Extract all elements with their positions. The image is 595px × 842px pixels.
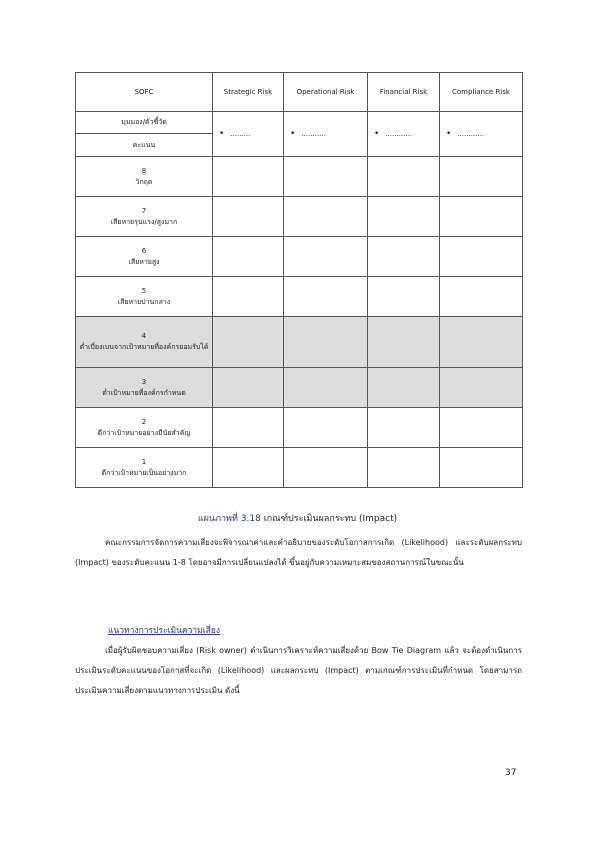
empty-cell [440, 368, 523, 408]
figure-caption [0, 511, 595, 525]
level-cell [76, 197, 213, 237]
empty-cell [440, 277, 523, 317]
empty-cell [213, 157, 284, 197]
impact-criteria-table [75, 72, 523, 488]
paragraph-likelihood-impact [75, 533, 522, 573]
level-score: 4 [141, 332, 147, 340]
empty-cell [440, 408, 523, 448]
empty-cell [440, 448, 523, 488]
placeholder-dots: ............ [385, 129, 413, 138]
bullet-icon: • [374, 128, 380, 139]
empty-cell [284, 317, 368, 368]
view-cell-compliance [440, 112, 523, 157]
level-score: 7 [141, 206, 147, 215]
view-label: มุมมอง/ตัวชี้วัด [76, 112, 213, 134]
empty-cell [284, 277, 368, 317]
level-desc: เสียหายปานกลาง [117, 297, 171, 306]
level-score: 8 [141, 166, 147, 175]
header-financial-risk: Financial Risk [368, 73, 440, 112]
header-sofc: SOFC [76, 73, 213, 112]
empty-cell [213, 408, 284, 448]
paragraph-assessment-approach [75, 641, 522, 701]
level-desc: เสียหายสูง [128, 257, 160, 266]
level-desc: ต่ำเบี่ยงเบนจากเป้าหมายที่องค์กรยอมรับได้ [79, 343, 209, 351]
empty-cell [440, 197, 523, 237]
paragraph-1-text: คณะกรรมการจัดการความเสี่ยงจะพิจารณาค่าและคำอธิบายของระดับโอกาสการเกิด (Likelihood) และระดับผลกระทบ (Impact) ของระดับคะแนน 1-8 โดยอาจมีการเปลี่ยนแปลงได้ ขึ้นอยู่กับความเหมาะสมของสถานการณ์ในขณะนั้น [75, 538, 522, 567]
level-desc: เสียหายรุนแรง/สูงมาก [110, 217, 178, 226]
empty-cell [368, 368, 440, 408]
table-row [76, 448, 523, 488]
table-header-row [76, 73, 523, 112]
level-score: 2 [141, 417, 147, 426]
view-cell-financial [368, 112, 440, 157]
level-cell [76, 317, 213, 368]
empty-cell [368, 317, 440, 368]
level-cell [76, 368, 213, 408]
score-label: คะแนน [76, 134, 213, 157]
empty-cell [284, 408, 368, 448]
caption-label: แผนภาพที่ 3.18 [197, 514, 261, 524]
empty-cell [368, 157, 440, 197]
empty-cell [368, 408, 440, 448]
header-compliance-risk: Compliance Risk [440, 73, 523, 112]
empty-cell [440, 317, 523, 368]
empty-cell [440, 237, 523, 277]
level-cell [76, 408, 213, 448]
empty-cell [284, 197, 368, 237]
level-score: 1 [141, 457, 147, 466]
empty-cell [213, 317, 284, 368]
empty-cell [368, 277, 440, 317]
table-row [76, 197, 523, 237]
empty-cell [284, 157, 368, 197]
header-operational-risk: Operational Risk [284, 73, 368, 112]
empty-cell [368, 448, 440, 488]
header-strategic-risk: Strategic Risk [213, 73, 284, 112]
caption-text: เกณฑ์ประเมินผลกระทบ (Impact) [260, 514, 398, 524]
view-cell-operational [284, 112, 368, 157]
level-cell [76, 277, 213, 317]
level-cell [76, 237, 213, 277]
bullet-icon: • [219, 128, 225, 139]
empty-cell [284, 368, 368, 408]
empty-cell [368, 237, 440, 277]
table-row [76, 237, 523, 277]
level-score: 3 [141, 377, 147, 386]
paragraph-2-text: เมื่อผู้รับผิดชอบความเสี่ยง (Risk owner) ดำเนินการวิเคราะห์ความเสี่ยงด้วย Bow Tie Diagram แล้ว จะต้องดำเนินการประเมินระดับคะแนนของโอกาสที่จะเกิด (Likelihood) และผลกระทบ (Impact) ตามเกณฑ์การประเมินที่กำหนด โดยสามารถประเมินความเสี่ยงตามแนวทางการประเมิน ดังนี้ [75, 646, 522, 695]
placeholder-dots: ........... [301, 129, 326, 138]
bullet-icon: • [290, 128, 296, 139]
empty-cell [213, 237, 284, 277]
table-row [76, 408, 523, 448]
table-row [76, 277, 523, 317]
level-desc: วิกฤต [135, 177, 153, 186]
empty-cell [213, 197, 284, 237]
empty-cell [213, 277, 284, 317]
bullet-icon: • [446, 128, 452, 139]
level-desc: ดีกว่าเป้าหมายอย่างมีนัยสำคัญ [97, 428, 191, 437]
view-cell-strategic [213, 112, 284, 157]
table-row [76, 157, 523, 197]
empty-cell [284, 448, 368, 488]
empty-cell [213, 448, 284, 488]
empty-cell [368, 197, 440, 237]
level-cell [76, 157, 213, 197]
view-row [76, 112, 523, 134]
level-desc: ต่ำเป้าหมายที่องค์กรกำหนด [102, 388, 186, 397]
section-heading: แนวทางการประเมินความเสี่ยง [108, 626, 220, 636]
level-desc: ดีกว่าเป้าหมายเป็นอย่างมาก [101, 468, 187, 477]
table-row-acceptable [76, 317, 523, 368]
level-cell [76, 448, 213, 488]
placeholder-dots: ......... [230, 129, 251, 138]
page-number: 37 [505, 768, 517, 778]
level-score: 5 [141, 286, 147, 295]
empty-cell [213, 368, 284, 408]
empty-cell [440, 157, 523, 197]
level-score: 6 [141, 246, 147, 255]
table-row-target [76, 368, 523, 408]
placeholder-dots: ............ [457, 129, 485, 138]
empty-cell [284, 237, 368, 277]
